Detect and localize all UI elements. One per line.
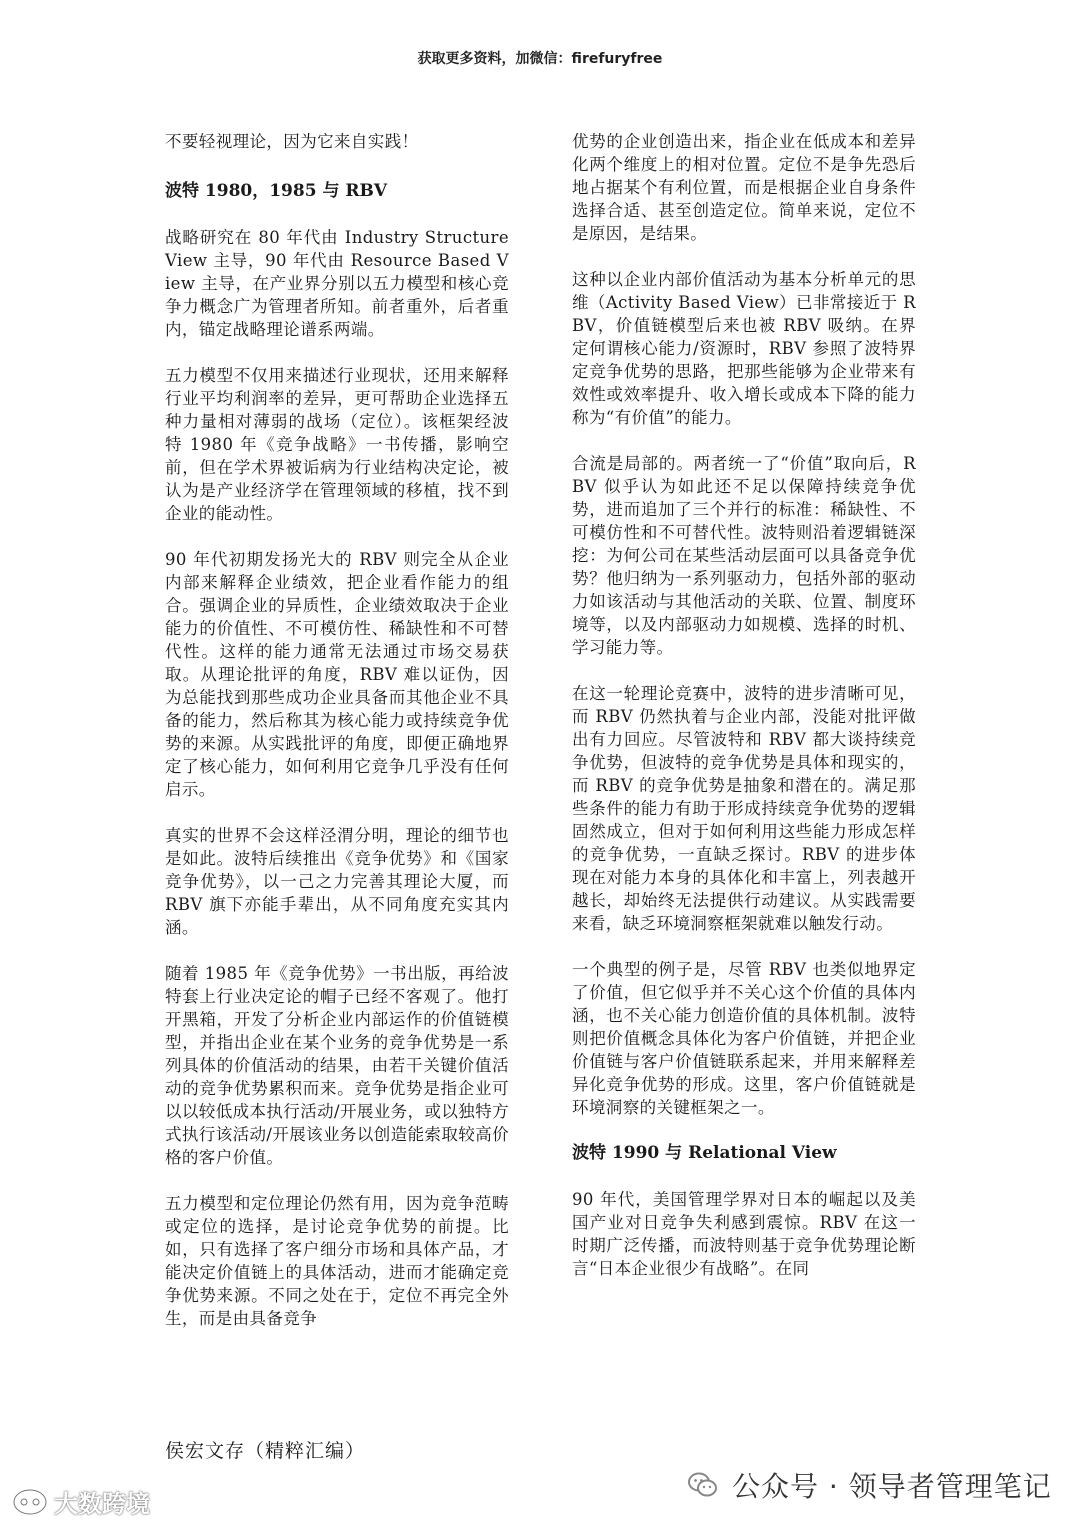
paragraph: 一个典型的例子是，尽管 RBV 也类似地界定了价值，但它似乎并不关心这个价值的具体内涵，也不关心能力创造价值的具体机制。波特则把价值概念具体化为客户价值链，并把企业价值链与客户价值链联系起来，并用来解释差异化竞争优势的形成。这里，客户价值链就是环境洞察的关键框架之一。 bbox=[572, 960, 916, 1117]
wechat-icon bbox=[688, 1472, 718, 1498]
paragraph: 战略研究在 80 年代由 Industry Structure View 主导，90 年代由 Resource Based View 主导，在产业界分别以五力模型和核心竞争力概念广为管理者所知。前者重外，后者重内，锚定战略理论谱系两端。 bbox=[165, 228, 509, 339]
brand-logo-icon bbox=[10, 1486, 50, 1518]
paragraph: 合流是局部的。两者统一了“价值”取向后，RBV 似乎认为如此还不足以保障持续竞争优势，进而追加了三个并行的标准：稀缺性、不可模仿性和不可替代性。波特则沿着逻辑链深挖：为何公司在某些活动层面可以具备竞争优势？他归纳为一系列驱动力，包括外部的驱动力如该活动与其他活动的关联、位置、制度环境等，以及内部驱动力如规模、选择的时机、学习能力等。 bbox=[572, 454, 916, 657]
left-column bbox=[165, 130, 509, 1353]
document-footer-title: 侯宏文存（精粹汇编） bbox=[165, 1440, 366, 1462]
right-column bbox=[572, 130, 916, 1303]
paragraph: 这种以企业内部价值活动为基本分析单元的思维（Activity Based View）已非常接近于 RBV，价值链模型后来也被 RBV 吸纳。在界定何谓核心能力/资源时，RBV 参照了波特界定竞争优势的思路，把那些能够为企业带来有效性或效率提升、收入增长或成本下降的能力称为“有价值”的能力。 bbox=[572, 270, 916, 427]
section-heading: 波特 1980，1985 与 RBV bbox=[165, 181, 388, 201]
paragraph: 随着 1985 年《竞争优势》一书出版，再给波特套上行业决定论的帽子已经不客观了。他打开黑箱，开发了分析企业内部运作的价值链模型，并指出企业在某个业务的竞争优势是一系列具体的价值活动的结果，由若干关键价值活动的竞争优势累积而来。竞争优势是指企业可以以较低成本执行活动/开展业务，或以独特方式执行该活动/开展该业务以创造能索取较高价格的客户价值。 bbox=[165, 964, 509, 1167]
paragraph: 真实的世界不会这样泾渭分明，理论的细节也是如此。波特后续推出《竞争优势》和《国家竞争优势》，以一己之力完善其理论大厦，而 RBV 旗下亦能手辈出，从不同角度充实其内涵。 bbox=[165, 826, 509, 937]
corner-watermark-text: 大数跨境 bbox=[54, 1490, 150, 1518]
paragraph: 五力模型不仅用来描述行业现状，还用来解释行业平均利润率的差异，更可帮助企业选择五种力量相对薄弱的战场（定位）。该框架经波特 1980 年《竞争战略》一书传播，影响空前，但在学术界被诟病为行业结构决定论，被认为是产业经济学在管理领域的移植，找不到企业的能动性。 bbox=[165, 366, 509, 523]
wechat-watermark-text: 公众号 · 领导者管理笔记 bbox=[732, 1470, 1052, 1503]
paragraph: 不要轻视理论，因为它来自实践！ bbox=[165, 132, 419, 151]
paragraph: 90 年代，美国管理学界对日本的崛起以及美国产业对日竞争失利感到震惊。RBV 在这一时期广泛传播，而波特则基于竞争优势理论断言“日本企业很少有战略”。在同 bbox=[572, 1190, 916, 1278]
paragraph: 优势的企业创造出来，指企业在低成本和差异化两个维度上的相对位置。定位不是争先恐后地占据某个有利位置，而是根据企业自身条件选择合适、甚至创造定位。简单来说，定位不是原因，是结果。 bbox=[572, 132, 916, 243]
corner-watermark bbox=[10, 1484, 150, 1519]
paragraph: 90 年代初期发扬光大的 RBV 则完全从企业内部来解释企业绩效，把企业看作能力的组合。强调企业的异质性，企业绩效取决于企业能力的价值性、不可模仿性、稀缺性和不可替代性。这样的能力通常无法通过市场交易获取。从理论批评的角度，RBV 难以证伪，因为总能找到那些成功企业具备而其他企业不具备的能力，然后称其为核心能力或持续竞争优势的来源。从实践批评的角度，即便正确地界定了核心能力，如何利用它竞争几乎没有任何启示。 bbox=[165, 550, 509, 799]
section-heading: 波特 1990 与 Relational View bbox=[572, 1143, 837, 1163]
wechat-watermark bbox=[688, 1465, 1052, 1505]
paragraph: 五力模型和定位理论仍然有用，因为竞争范畴或定位的选择，是讨论竞争优势的前提。比如，只有选择了客户细分市场和具体产品，才能决定价值链上的具体活动，进而才能确定竞争优势来源。不同之处在于，定位不再完全外生，而是由具备竞争 bbox=[165, 1194, 509, 1328]
paragraph: 在这一轮理论竞赛中，波特的进步清晰可见，而 RBV 仍然执着与企业内部，没能对批评做出有力回应。尽管波特和 RBV 都大谈持续竞争优势，但波特的竞争优势是具体和现实的，而 RBV 的竞争优势是抽象和潜在的。满足那些条件的能力有助于形成持续竞争优势的逻辑固然成立，但对于如何利用这些能力形成怎样的竞争优势，一直缺乏探讨。RBV 的进步体现在对能力本身的具体化和丰富上，列表越开越长，却始终无法提供行动建议。从实践需要来看，缺乏环境洞察框架就难以触发行动。 bbox=[572, 684, 916, 933]
top-banner: 获取更多资料，加微信：firefuryfree bbox=[417, 51, 663, 67]
